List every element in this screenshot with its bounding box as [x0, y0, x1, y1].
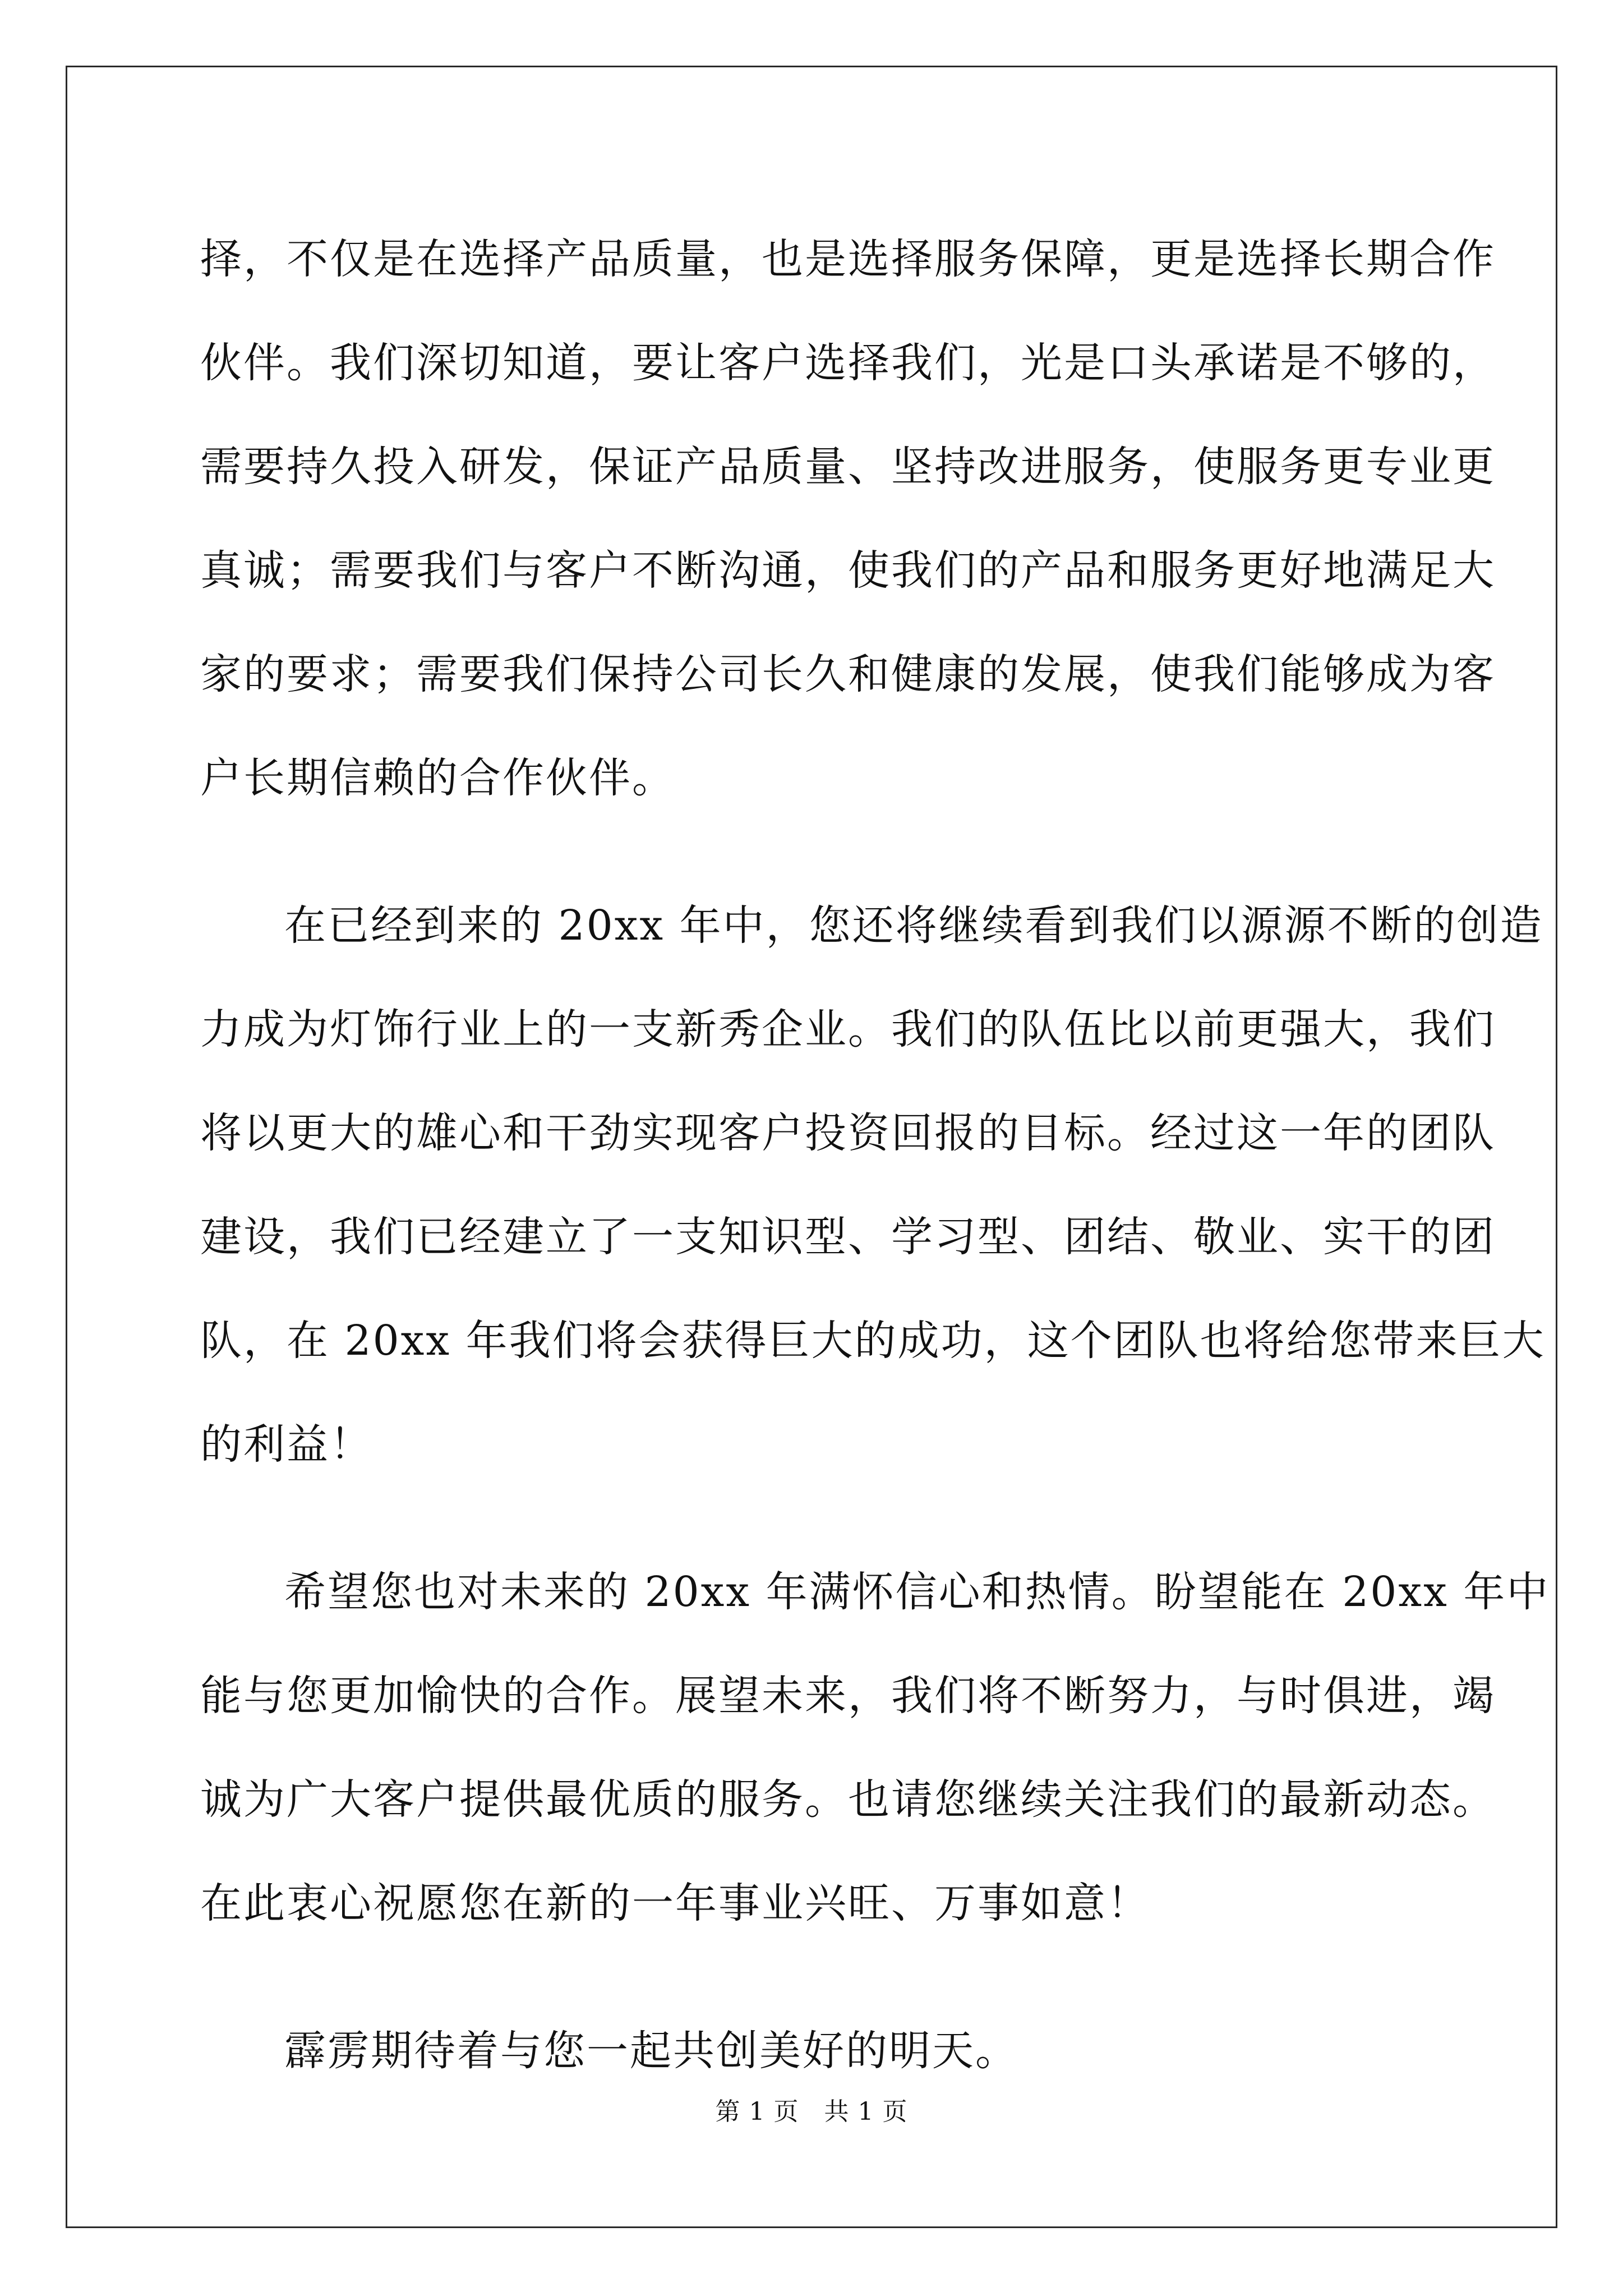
paragraph-4 [200, 1999, 1430, 2103]
paragraph-1 [200, 208, 1496, 830]
paragraph-2 [200, 874, 1546, 1497]
text-line: 在此衷心祝愿您在新的一年事业兴旺、万事如意！ [200, 1879, 1150, 1927]
text-line: 需要持久投入研发，保证产品质量、坚持改进服务，使服务更专业更 [200, 443, 1496, 491]
text-line: 将以更大的雄心和干劲实现客户投资回报的目标。经过这一年的团队 [200, 1109, 1496, 1157]
text-line: 能与您更加愉快的合作。展望未来，我们将不断努力，与时俱进，竭 [200, 1672, 1496, 1720]
text-line: 家的要求；需要我们保持公司长久和健康的发展，使我们能够成为客 [200, 650, 1496, 698]
text-line: 诚为广大客户提供最优质的服务。也请您继续关注我们的最新动态。 [200, 1775, 1496, 1824]
text-line: 霹雳期待着与您一起共创美好的明天。 [284, 2027, 1018, 2075]
text-line: 户长期信赖的合作伙伴。 [200, 754, 675, 802]
text-line: 择，不仅是在选择产品质量，也是选择服务保障，更是选择长期合作 [200, 235, 1496, 283]
text-line: 的利益！ [200, 1420, 373, 1469]
document-body [200, 208, 1550, 2103]
text-line: 希望您也对未来的 20xx 年满怀信心和热情。盼望能在 20xx 年中 [284, 1568, 1550, 1616]
text-line: 伙伴。我们深切知道，要让客户选择我们，光是口头承诺是不够的， [200, 339, 1496, 387]
text-line: 真诚；需要我们与客户不断沟通，使我们的产品和服务更好地满足大 [200, 546, 1496, 595]
page-number-footer: 第 1 页 共 1 页 [715, 2097, 908, 2126]
text-line: 在已经到来的 20xx 年中，您还将继续看到我们以源源不断的创造 [284, 901, 1543, 950]
paragraph-3 [200, 1540, 1550, 1955]
text-line: 队，在 20xx 年我们将会获得巨大的成功，这个团队也将给您带来巨大 [200, 1317, 1546, 1365]
text-line: 建设，我们已经建立了一支知识型、学习型、团结、敬业、实干的团 [200, 1213, 1496, 1261]
text-line: 力成为灯饰行业上的一支新秀企业。我们的队伍比以前更强大，我们 [200, 1005, 1496, 1053]
